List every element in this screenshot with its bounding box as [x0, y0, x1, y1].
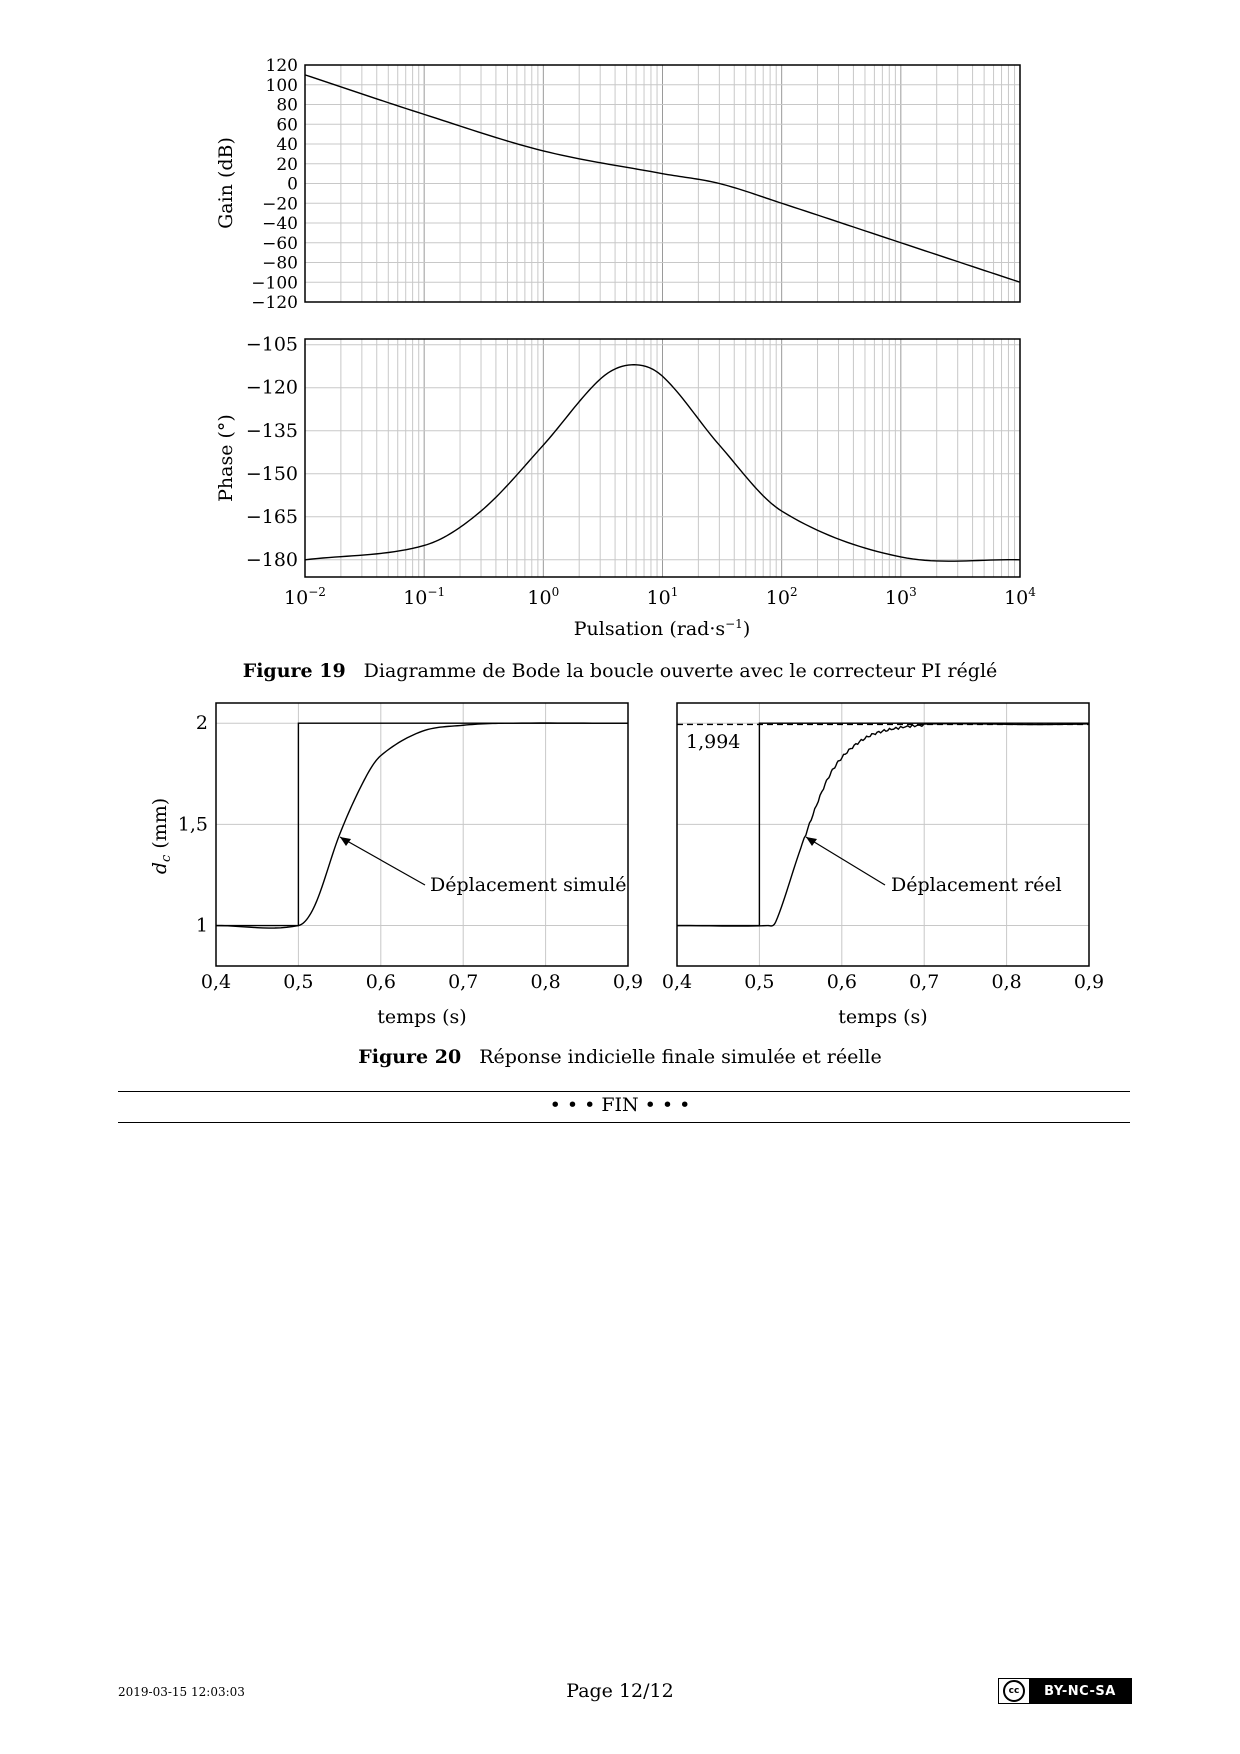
end-marker: • • • FIN • • •: [549, 1094, 691, 1116]
figure19-caption-label: Figure 19: [242, 660, 346, 682]
phase-tick-label: −120: [245, 376, 298, 399]
end-rule-bottom: [118, 1122, 1130, 1123]
real-x-tick-label: 0,7: [909, 971, 940, 993]
bode-x-tick-label: $10^{-2}$: [284, 585, 326, 609]
gain-axis-label: Gain (dB): [215, 137, 237, 229]
real-annotation-label: Déplacement réel: [891, 874, 1062, 896]
sim-y-tick-label: 1,5: [177, 813, 208, 836]
phase-tick-label: −165: [245, 505, 298, 528]
real-x-axis-label: temps (s): [838, 1006, 928, 1028]
real-x-tick-label: 0,5: [744, 971, 775, 993]
real-tick-labels: [662, 971, 1104, 993]
figure19-caption: [0, 660, 1240, 682]
sim-grid: [216, 703, 628, 966]
reference-value-label: 1,994: [686, 731, 741, 753]
gain-tick-label: 120: [265, 56, 298, 76]
sim-x-tick-label: 0,4: [200, 971, 232, 993]
sim-y-tick-label: 2: [195, 712, 208, 735]
sim-plot-frame: [216, 703, 628, 966]
phase-tick-label: −180: [245, 548, 298, 571]
real-x-tick-label: 0,9: [1073, 971, 1105, 993]
sim-x-axis-label: temps (s): [377, 1006, 467, 1028]
gain-tick-label: −80: [262, 253, 298, 274]
sim-tick-labels: [178, 712, 643, 993]
figure20-caption-label: Figure 20: [358, 1046, 462, 1068]
gain-tick-label: −120: [251, 293, 298, 313]
bode-x-tick-labels: [284, 585, 1036, 609]
gain-tick-label: 0: [287, 174, 298, 195]
license-text: BY-NC-SA: [1029, 1679, 1131, 1703]
sim-annotation-label: Déplacement simulé: [430, 874, 627, 896]
gain-tick-label: −60: [262, 233, 298, 254]
bode-x-tick-label: $10^2$: [765, 585, 798, 609]
gain-tick-labels: [251, 56, 298, 313]
sim-response-line: [216, 723, 628, 928]
sim-x-tick-label: 0,8: [530, 971, 561, 993]
sim-series: [216, 723, 628, 928]
end-rule-top: [118, 1091, 1130, 1092]
phase-tick-label: −150: [245, 462, 298, 485]
figure20-caption-text: Réponse indicielle finale simulée et réelle: [479, 1046, 882, 1068]
phase-tick-labels: [246, 334, 298, 571]
figure20-caption: [0, 1046, 1240, 1068]
real-x-tick-label: 0,8: [991, 971, 1022, 993]
real-x-tick-label: 0,6: [826, 971, 857, 993]
bode-x-tick-label: $10^1$: [646, 585, 679, 609]
gain-tick-label: 40: [276, 135, 298, 155]
sim-y-tick-label: 1: [195, 914, 208, 937]
gain-tick-label: 20: [276, 154, 298, 175]
sim-x-tick-label: 0,7: [448, 971, 479, 993]
phase-axis-label: Phase (°): [215, 414, 237, 502]
bode-x-tick-label: $10^4$: [1004, 585, 1036, 609]
figure19-caption-text: Diagramme de Bode la boucle ouverte avec le correcteur PI réglé: [363, 660, 998, 682]
real-x-tick-label: 0,4: [661, 971, 693, 993]
sim-y-axis-label: $d_c$ (mm): [149, 797, 174, 875]
gain-tick-label: 80: [276, 95, 298, 116]
bode-x-tick-label: $10^{-1}$: [403, 585, 446, 609]
phase-tick-label: −105: [245, 333, 298, 356]
real-annotation: [806, 837, 1062, 896]
sim-x-tick-label: 0,9: [612, 971, 644, 993]
gain-tick-label: −40: [262, 214, 298, 234]
phase-grid: [305, 339, 1020, 577]
bode-x-tick-label: $10^0$: [527, 585, 560, 609]
gain-tick-label: −100: [251, 273, 298, 294]
cc-icon: cc: [999, 1679, 1029, 1703]
license-badge[interactable]: [998, 1678, 1132, 1704]
gain-grid: [305, 65, 1020, 302]
footer-date: 2019-03-15 12:03:03: [118, 1685, 245, 1699]
sim-annotation: [340, 837, 627, 896]
phase-tick-label: −135: [245, 419, 298, 442]
footer-page: Page 12/12: [566, 1680, 674, 1702]
gain-tick-label: −20: [262, 194, 298, 215]
bode-x-axis-label: Pulsation $(rad\cdot s^{-1})$: [573, 617, 751, 640]
sim-x-tick-label: 0,5: [283, 971, 314, 993]
gain-tick-label: 60: [276, 115, 298, 136]
bode-x-tick-label: $10^3$: [884, 585, 917, 609]
gain-tick-label: 100: [265, 75, 298, 96]
sim-x-tick-label: 0,6: [365, 971, 396, 993]
